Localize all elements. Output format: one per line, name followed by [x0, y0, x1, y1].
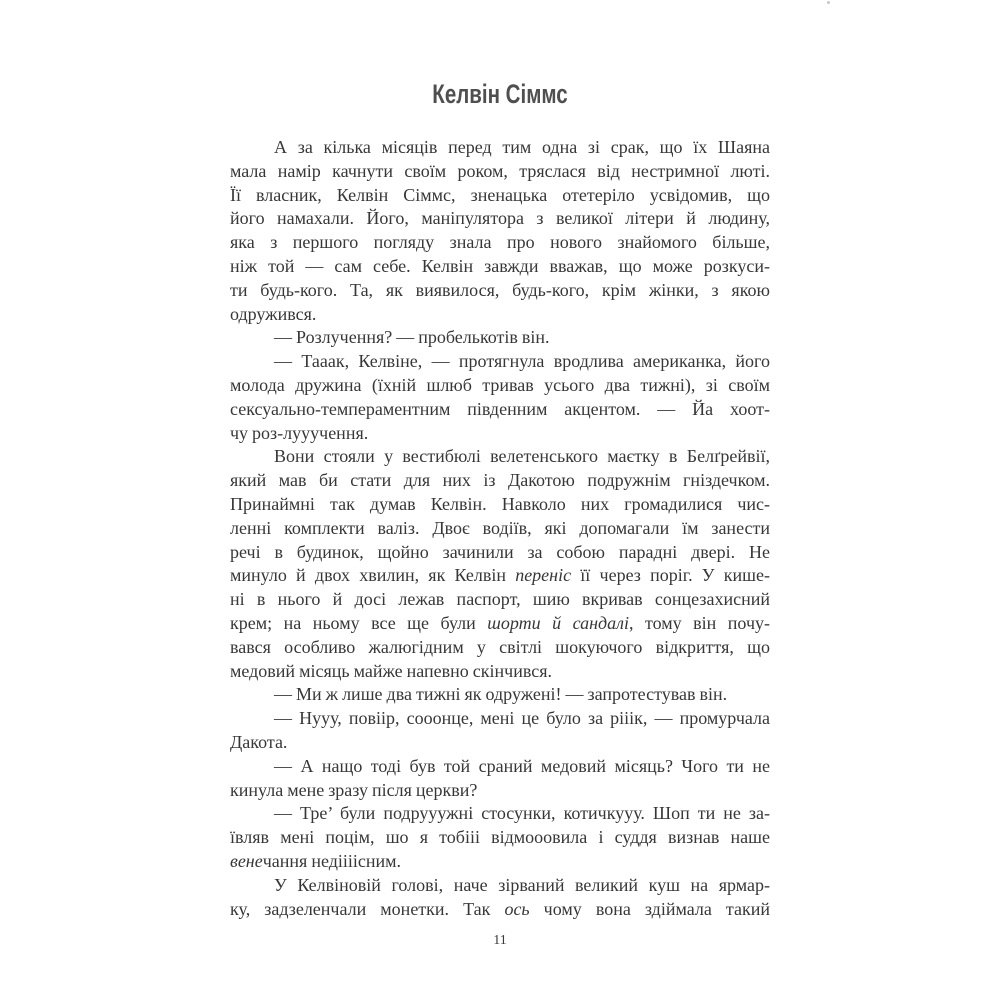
scan-artifact-dot — [827, 1, 830, 4]
text-segment: речі в будинок, щойно зачинили за собою парадні двері. Не — [230, 541, 770, 562]
text-line — [230, 279, 770, 303]
text-line — [230, 326, 770, 350]
text-line — [230, 564, 770, 588]
text-line — [230, 374, 770, 398]
text-segment: А за кілька місяців перед тим одна зі срак, що їх Шаяна — [274, 137, 770, 157]
text-segment: — А нащо тоді був той сраний медовий місяць? Чого ти не — [274, 755, 770, 776]
text-segment: Її власник, Келвін Сіммс, зненацька отетеріло усвідомив, що — [230, 184, 770, 205]
text-segment: кинула мене зразу після церкви? — [230, 779, 478, 800]
text-line — [230, 826, 770, 850]
text-line — [230, 636, 770, 660]
text-line — [230, 588, 770, 612]
text-line — [230, 207, 770, 231]
body-text — [230, 136, 770, 921]
text-segment: одружився. — [230, 303, 317, 324]
text-line — [230, 802, 770, 826]
text-line — [230, 350, 770, 374]
text-segment: У Келвіновій голові, наче зірваний великий куш на ярмар- — [274, 874, 770, 895]
text-line — [230, 469, 770, 493]
text-segment: молода дружина (їхній шлюб тривав усього два тижні), зі своїм — [230, 374, 770, 395]
text-segment: сексуально-темпераментним південним акцентом. — Йа хоот- — [230, 398, 770, 419]
text-line — [230, 707, 770, 731]
text-segment: Дакота. — [230, 731, 288, 752]
text-line — [230, 398, 770, 422]
text-line — [230, 779, 770, 803]
text-segment: її через поріг. У кише- — [571, 565, 770, 586]
text-line — [230, 660, 770, 684]
text-segment: Принаймні так думав Келвін. Навколо них громадилися чис- — [230, 493, 770, 514]
text-line — [230, 231, 770, 255]
chapter-title: Келвін Сіммс — [432, 79, 568, 109]
text-segment: ленні комплекти валіз. Двоє водіїв, які допомагали їм занести — [230, 517, 770, 538]
text-segment: чання недіііісним. — [262, 850, 402, 871]
italic-text-segment: ось — [504, 898, 530, 919]
text-segment: Вони стояли у вестибюлі велетенського маєтку в Белґрейвії, — [274, 446, 770, 467]
italic-text-segment: вене — [230, 850, 263, 871]
text-segment: чу роз-лууучення. — [230, 422, 369, 443]
text-line — [230, 683, 770, 707]
page-number: 11 — [493, 933, 507, 948]
text-segment: яка з першого погляду знала про нового знайомого більше, — [230, 232, 770, 253]
text-line — [230, 517, 770, 541]
text-line — [230, 731, 770, 755]
text-segment: вався особливо жалюгідним у світлі шокуючого відкриття, що — [230, 636, 770, 657]
text-line — [230, 612, 770, 636]
text-segment: його намахали. Його, маніпулятора з великої літери й людину, — [230, 208, 770, 229]
text-segment: — Ми ж лише два тижні як одружені! — запротестував він. — [274, 684, 728, 705]
text-segment: медовий місяць майже напевно скінчився. — [230, 660, 552, 681]
text-segment: ніж той — сам себе. Келвін завжди вважав, що може розкуси- — [230, 255, 770, 276]
text-line — [230, 445, 770, 469]
text-segment: — Розлучення? — пробелькотів він. — [274, 327, 550, 348]
text-line — [230, 184, 770, 208]
text-line — [230, 303, 770, 327]
text-segment: мала намір качнути своїм роком, тряслася від нестримної люті. — [230, 160, 770, 181]
text-segment: який мав би стати для них із Дакотою подружнім гніздечком. — [230, 470, 770, 491]
text-segment: ївляв мені поцім, шо я тобііі відмооовила і суддя визнав наше — [230, 827, 770, 848]
text-line — [230, 541, 770, 565]
text-line — [230, 850, 770, 874]
text-segment: — Нууу, повіір, сооонце, мені це було за рііік, — промурчала — [274, 708, 770, 729]
text-line — [230, 755, 770, 779]
text-segment: — Тре’ були подрууужні стосунки, котичкууу. Шоп ти не за- — [274, 803, 770, 824]
text-segment: , тому він почу- — [629, 612, 770, 633]
text-segment: ти будь-кого. Та, як виявилося, будь-кого, крім жінки, з якою — [230, 279, 770, 300]
text-segment: ні в нього й досі лежав паспорт, шию вкривав сонцезахисний — [230, 589, 770, 610]
text-line — [230, 136, 770, 160]
text-line — [230, 255, 770, 279]
text-segment: минуло й двох хвилин, як Келвін — [230, 565, 516, 586]
text-line — [230, 160, 770, 184]
text-segment: — Тааак, Келвіне, — протягнула вродлива американка, його — [274, 351, 770, 372]
text-line — [230, 493, 770, 517]
text-segment: ку, задзеленчали монетки. Так — [230, 898, 505, 919]
text-segment: крем; на ньому все ще були — [230, 612, 488, 633]
text-line — [230, 874, 770, 898]
text-line — [230, 898, 770, 922]
text-line — [230, 422, 770, 446]
italic-text-segment: переніс — [515, 565, 572, 586]
italic-text-segment: шорти й сандалі — [487, 612, 630, 633]
text-segment: чому вона здіймала такий — [529, 898, 770, 919]
